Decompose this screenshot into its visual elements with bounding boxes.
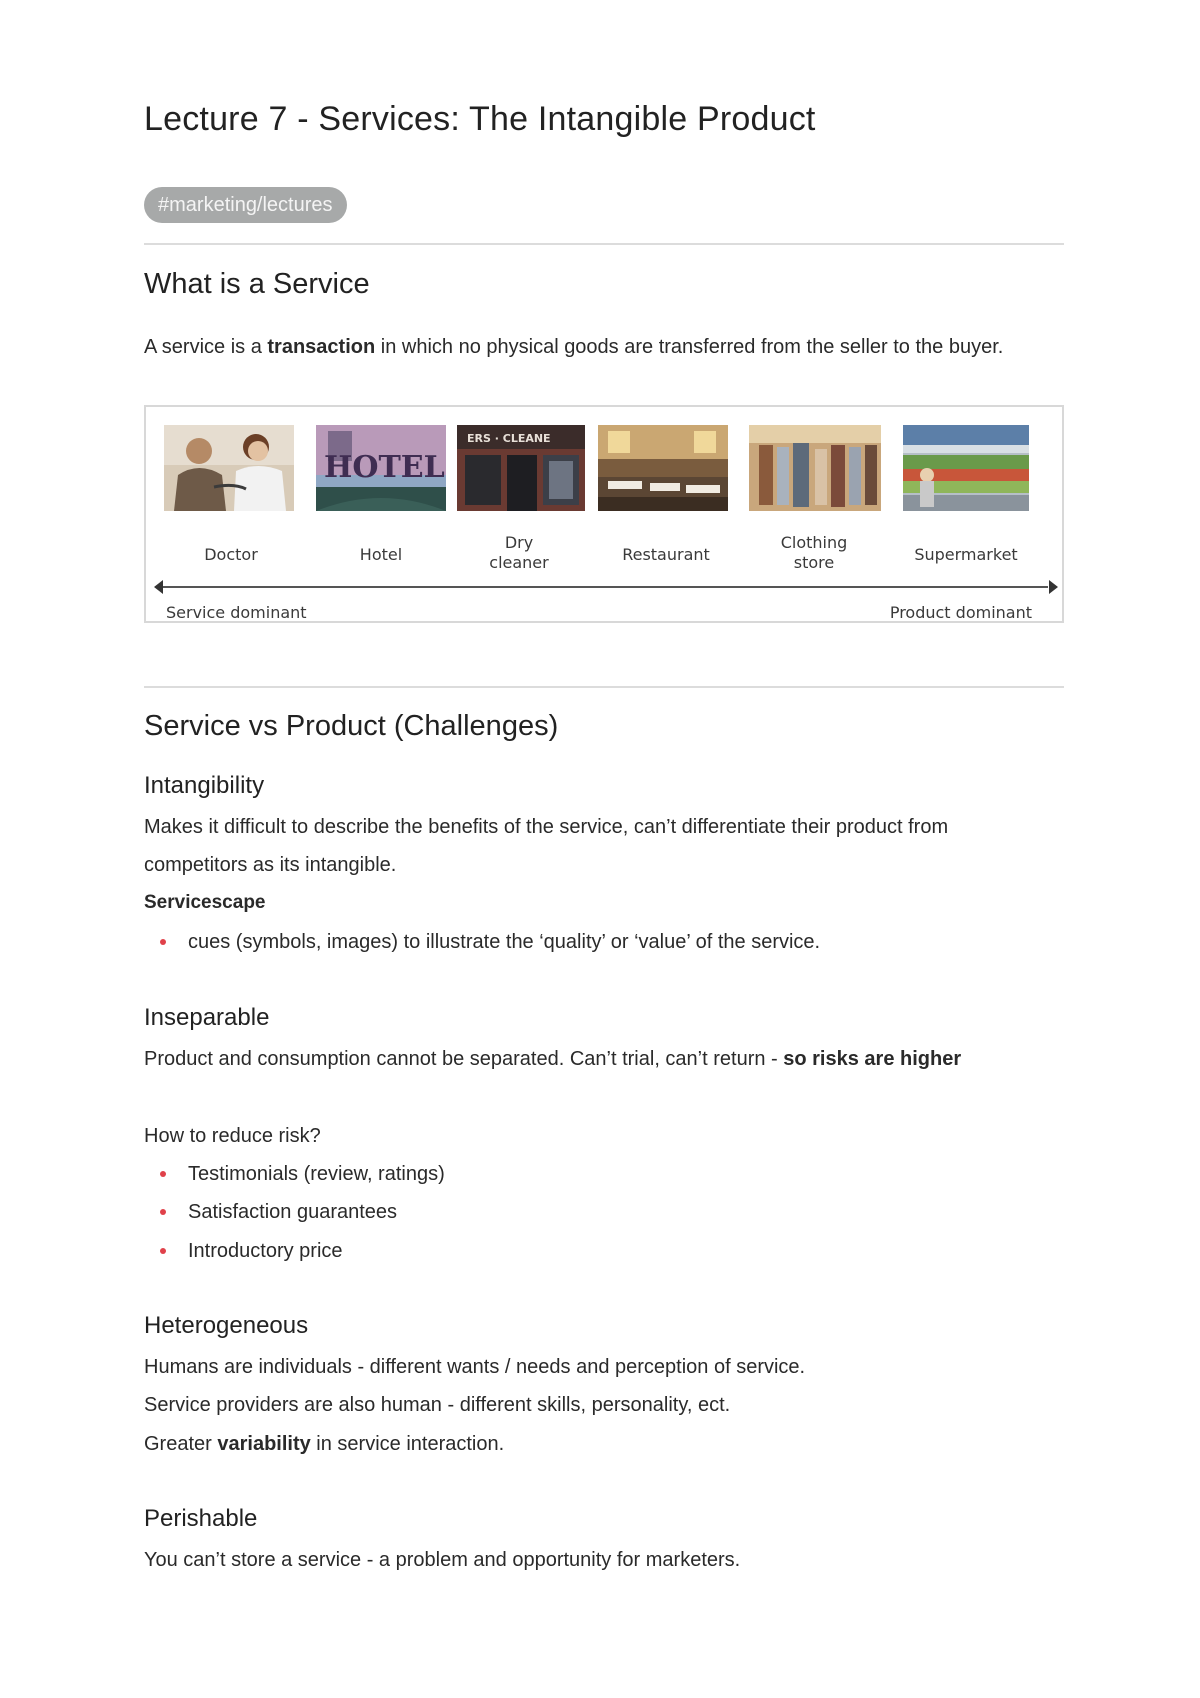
- perishable-text: You can’t store a service - a problem and opportunity for marketers.: [144, 1549, 741, 1571]
- heterogeneous-line-2: Service providers are also human - different skills, personality, ect.: [144, 1394, 731, 1416]
- service-continuum-figure: [144, 405, 1064, 623]
- service-definition: [144, 328, 1064, 366]
- heterogeneous-line-3: [144, 1425, 1064, 1463]
- tag-badge[interactable]: #marketing/lectures: [144, 187, 347, 223]
- bullet-dot-icon: [160, 1248, 166, 1254]
- servicescape-label: Servicescape: [144, 892, 266, 913]
- section-heading-service-vs-product: Service vs Product (Challenges): [144, 710, 559, 742]
- definition-text-post: in which no physical goods are transferred from the seller to the buyer.: [375, 336, 1004, 358]
- page-title: Lecture 7 - Services: The Intangible Product: [144, 100, 816, 138]
- svg-text:HOTEL: HOTEL: [324, 450, 445, 485]
- heterogeneous-line-1: Humans are individuals - different wants / needs and perception of service.: [144, 1356, 806, 1378]
- figure-label-supermarket: Supermarket: [914, 545, 1018, 564]
- continuum-axis: [160, 586, 1048, 588]
- subheading-inseparable: Inseparable: [144, 1004, 270, 1031]
- subheading-perishable: Perishable: [144, 1505, 258, 1532]
- dry-cleaner-photo: [457, 425, 585, 511]
- line3-pre: Greater: [144, 1433, 218, 1455]
- divider: [144, 686, 1064, 688]
- definition-text-pre: A service is a: [144, 336, 268, 358]
- list-item-text: Satisfaction guarantees: [188, 1201, 398, 1223]
- arrow-right-icon: [1049, 580, 1058, 594]
- axis-label-service-dominant: Service dominant: [166, 603, 307, 622]
- figure-label-hotel: Hotel: [359, 545, 403, 564]
- hotel-photo: [316, 425, 446, 511]
- definition-bold: transaction: [267, 336, 376, 358]
- intangibility-text: Makes it difficult to describe the benefits of the service, can’t differentiate their product from competitors as its intangible.: [144, 816, 949, 876]
- variability-bold: variability: [217, 1433, 311, 1455]
- risk-question: How to reduce risk?: [144, 1125, 321, 1147]
- section-heading-what-is-service: What is a Service: [144, 268, 370, 300]
- svg-text:ERS · CLEANE: ERS · CLEANE: [467, 432, 551, 445]
- list-item-text: Testimonials (review, ratings): [188, 1163, 445, 1185]
- bullet-dot-icon: [160, 939, 166, 945]
- clothing-store-photo: [749, 425, 881, 511]
- line3-post: in service interaction.: [310, 1433, 505, 1455]
- divider: [144, 243, 1064, 245]
- bullet-dot-icon: [160, 1171, 166, 1177]
- supermarket-photo: [903, 425, 1029, 511]
- subheading-intangibility: Intangibility: [144, 772, 265, 799]
- list-item-text: Introductory price: [188, 1240, 343, 1262]
- bullet-dot-icon: [160, 1209, 166, 1215]
- inseparable-text: [144, 1040, 1004, 1078]
- inseparable-text-pre: Product and consumption cannot be separated. Can’t trial, can’t return -: [144, 1048, 784, 1070]
- subheading-heterogeneous: Heterogeneous: [144, 1312, 309, 1339]
- doctor-photo: [164, 425, 294, 511]
- restaurant-photo: [598, 425, 728, 511]
- list-item-text: cues (symbols, images) to illustrate the ‘quality’ or ‘value’ of the service.: [188, 931, 821, 953]
- arrow-left-icon: [154, 580, 163, 594]
- axis-label-product-dominant: Product dominant: [889, 603, 1032, 622]
- figure-label-doctor: Doctor: [204, 545, 258, 564]
- figure-label-clothing-store: Clothing store: [780, 533, 848, 572]
- inseparable-bold: so risks are higher: [783, 1048, 962, 1070]
- figure-label-restaurant: Restaurant: [622, 545, 710, 564]
- figure-label-dry-cleaner: Dry cleaner: [489, 533, 549, 572]
